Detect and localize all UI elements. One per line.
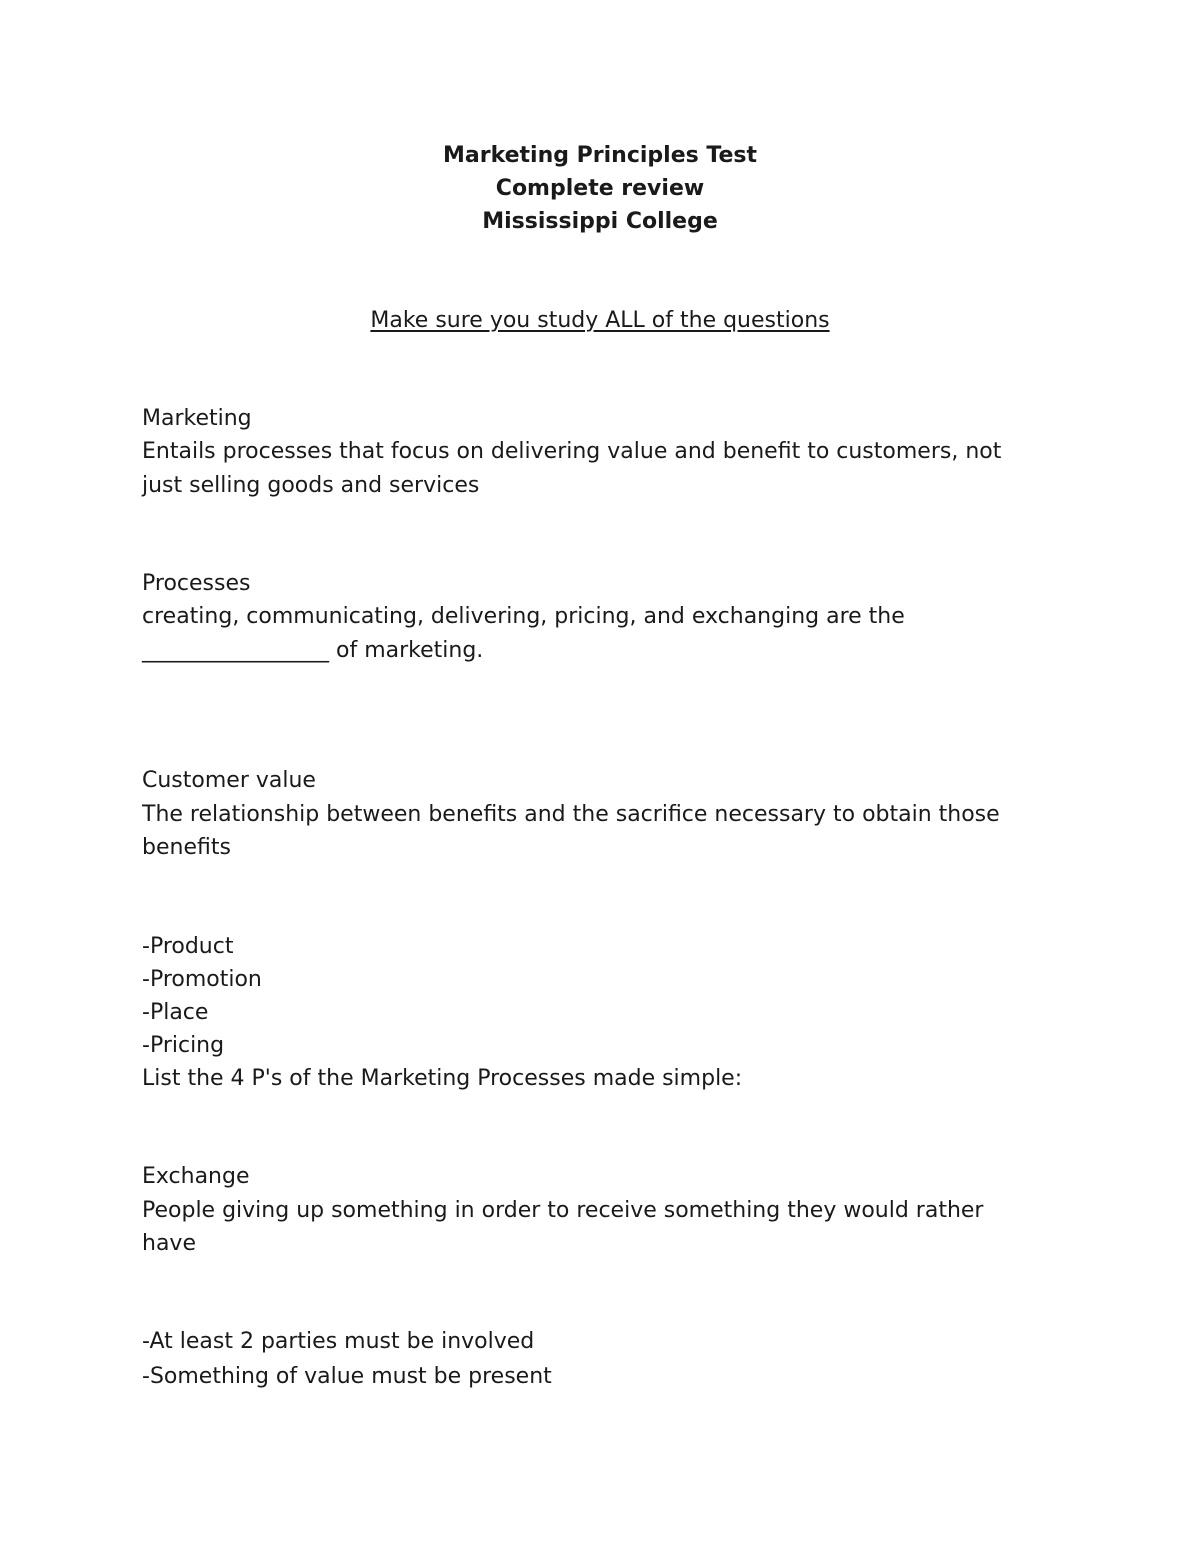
document-header <box>0 139 1200 238</box>
card-term: Exchange <box>142 1164 250 1189</box>
document-title: Marketing Principles Test <box>442 143 757 168</box>
card-term: Customer value <box>142 768 316 793</box>
study-notice <box>0 306 1200 336</box>
study-notice-text: Make sure you study ALL of the questions <box>370 308 830 333</box>
card-term: Processes <box>142 571 251 596</box>
card-term-line: -Something of value must be present <box>142 1364 552 1389</box>
document-subtitle: Complete review <box>495 176 705 201</box>
card-definition-line: just selling goods and services <box>142 473 480 498</box>
card-definition-line: creating, communicating, delivering, pricing, and exchanging are the <box>142 604 905 629</box>
card-term: Marketing <box>142 406 252 431</box>
card-definition-line: have <box>142 1231 196 1256</box>
card-term-line: -At least 2 parties must be involved <box>142 1329 535 1354</box>
card-term-line: -Pricing <box>142 1033 225 1058</box>
card-term-line: -Product <box>142 934 234 959</box>
card-term-line: -Place <box>142 1000 209 1025</box>
card-term-line: -Promotion <box>142 967 262 992</box>
card-definition-line: List the 4 P's of the Marketing Processes made simple: <box>142 1066 743 1091</box>
card-definition-line: The relationship between benefits and the sacrifice necessary to obtain those <box>142 802 1000 827</box>
institution-name: Mississippi College <box>482 209 718 234</box>
card-definition-line: benefits <box>142 835 231 860</box>
card-definition-line: People giving up something in order to receive something they would rather <box>142 1198 984 1223</box>
card-definition-line: Entails processes that focus on delivering value and benefit to customers, not <box>142 439 1002 464</box>
card-definition-line: _________________ of marketing. <box>142 638 484 663</box>
